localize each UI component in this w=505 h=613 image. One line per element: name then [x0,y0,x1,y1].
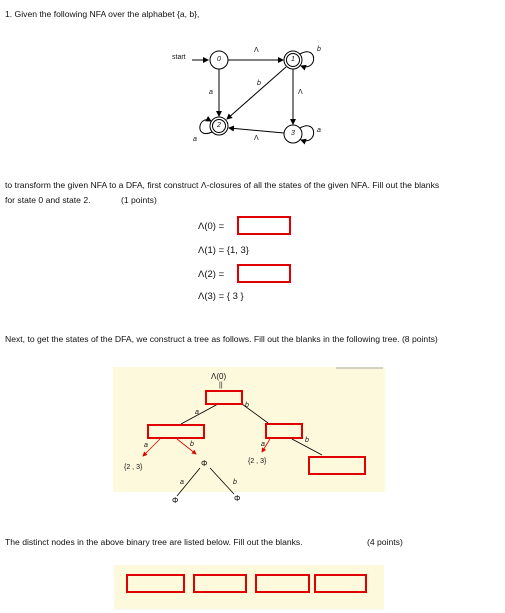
tree-edge-root-left [181,404,218,424]
question-3-points: (4 points) [367,537,403,547]
tree-node-set23-right: {2 , 3} [248,458,267,465]
closure-3: Λ(3) = { 3 } [198,291,244,302]
tree-node-phi-right: Φ [234,494,241,503]
tree-node-phi-left: Φ [172,496,179,505]
start-label: start [172,54,186,61]
distinct-node-blank-4[interactable] [314,574,367,593]
distinct-node-blank-3[interactable] [255,574,310,593]
state-2-label: 2 [217,122,221,129]
closure-2-label: Λ(2) = [198,269,225,280]
tree-left-blank[interactable] [147,424,205,439]
distinct-node-blank-1[interactable] [126,574,185,593]
state-0-label: 0 [217,56,221,63]
tree-root-label: Λ(0) [211,372,227,381]
tree-right-b-label: b [305,437,309,444]
loop-1-label: b [317,46,321,53]
edge-3-2-label: Λ [254,135,259,142]
tree-node-phi-mid: Φ [201,459,208,468]
tree-phi-a-label: a [180,479,184,486]
edge-0-2-label: a [209,89,213,96]
question-3-instruction: The distinct nodes in the above binary tree are listed below. Fill out the blanks. [5,537,303,547]
state-3-label: 3 [291,130,295,137]
tree-node-set23-left: {2 , 3} [124,464,143,471]
question-1-instruction-line1: to transform the given NFA to a DFA, first construct Λ-closures of all the states of the given NFA. Fill out the blanks [5,180,440,190]
tree-root-right-label: b [245,402,249,409]
tree-right-b-blank[interactable] [308,456,366,475]
edge-1-2-label: b [257,80,261,87]
edge-1-3-label: Λ [298,89,303,96]
tree-left-b-label: b [190,441,194,448]
distinct-node-blank-2[interactable] [193,574,247,593]
closure-0-label: Λ(0) = [198,221,225,232]
tree-right-blank[interactable] [265,423,303,439]
loop-2-label: a [193,136,197,143]
closure-1: Λ(1) = {1, 3} [198,245,249,256]
tree-root-left-label: a [195,409,199,416]
question-1-points: (1 points) [121,195,157,205]
question-1-instruction-line2: for state 0 and state 2. [5,195,91,205]
tree-edge-phi-b [210,468,234,494]
tree-left-a-label: a [144,442,148,449]
state-1-label: 1 [291,56,295,63]
tree-root-blank[interactable] [205,390,243,405]
question-1-title: 1. Given the following NFA over the alphabet {a, b}, [5,9,200,19]
question-2-instruction: Next, to get the states of the DFA, we construct a tree as follows. Fill out the blanks in the following tree. (8 points) [5,334,438,344]
tree-phi-b-label: b [233,479,237,486]
tree-right-a-label: a [261,441,265,448]
tree-root-mark: || [219,382,223,389]
loop-3-label: a [317,127,321,134]
edge-0-1-label: Λ [254,47,259,54]
